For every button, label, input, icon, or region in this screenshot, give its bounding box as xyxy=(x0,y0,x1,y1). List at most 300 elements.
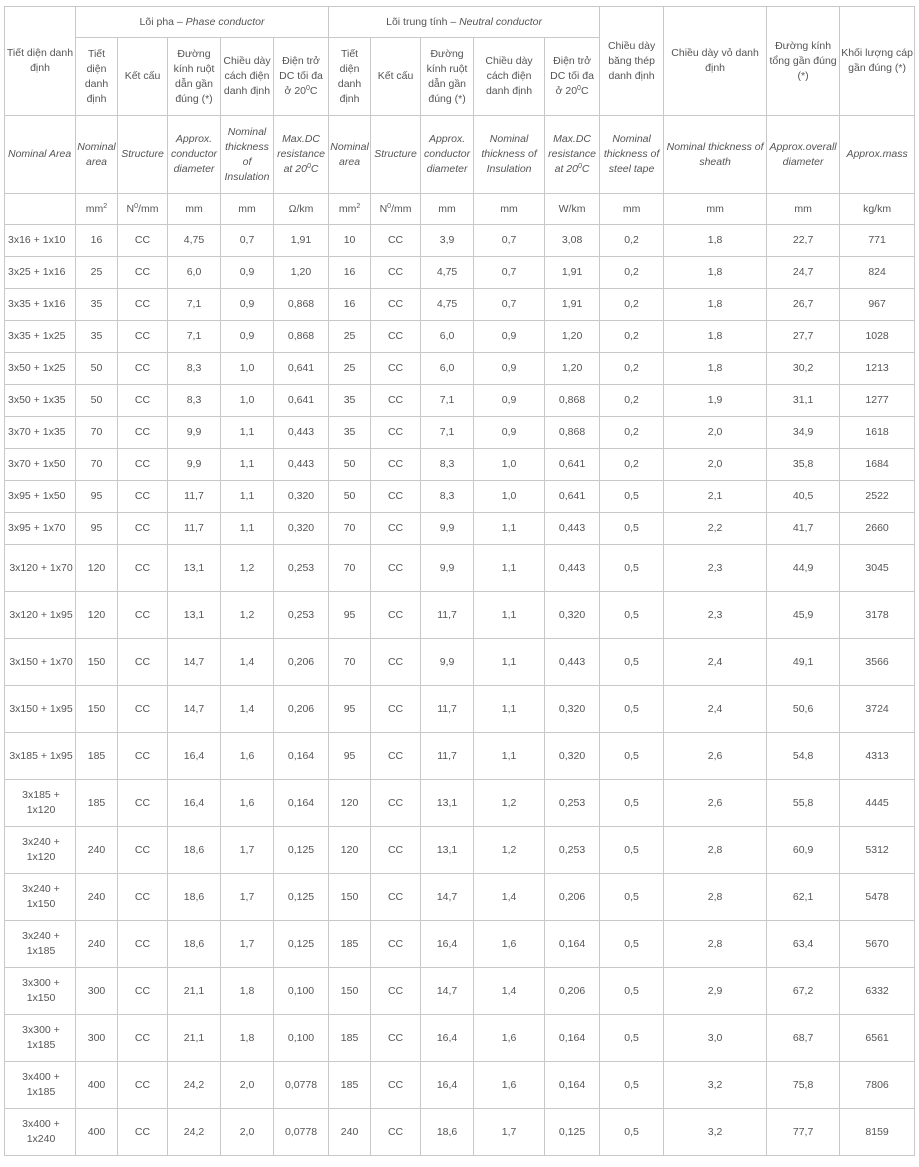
cell-phase-resistance: 0,206 xyxy=(274,639,329,686)
cell-sheath: 1,8 xyxy=(664,225,767,257)
cell-neutral-resistance: 0,443 xyxy=(545,639,600,686)
cell-neutral-diameter: 9,9 xyxy=(421,639,474,686)
cell-phase-diameter: 18,6 xyxy=(168,827,221,874)
cell-overall-diameter: 50,6 xyxy=(767,686,840,733)
cell-neutral-resistance: 1,91 xyxy=(545,257,600,289)
cell-phase-insulation: 1,0 xyxy=(221,353,274,385)
cell-phase-resistance: 0,206 xyxy=(274,686,329,733)
cell-neutral-area: 25 xyxy=(329,353,371,385)
cell-neutral-diameter: 4,75 xyxy=(421,289,474,321)
cell-steel-tape: 0,5 xyxy=(600,1062,664,1109)
cell-neutral-diameter: 6,0 xyxy=(421,353,474,385)
cell-phase-structure: CC xyxy=(118,385,168,417)
cell-phase-area: 120 xyxy=(76,592,118,639)
cell-neutral-insulation: 1,1 xyxy=(474,733,545,780)
cell-neutral-structure: CC xyxy=(371,733,421,780)
cell-neutral-area: 120 xyxy=(329,780,371,827)
cell-phase-structure: CC xyxy=(118,353,168,385)
cell-sheath: 1,8 xyxy=(664,321,767,353)
cell-steel-tape: 0,5 xyxy=(600,513,664,545)
header-mass-vn: Khối lượng cáp gần đúng (*) xyxy=(840,7,915,116)
cell-neutral-insulation: 0,9 xyxy=(474,353,545,385)
cell-phase-structure: CC xyxy=(118,968,168,1015)
cell-phase-resistance: 0,641 xyxy=(274,385,329,417)
cell-neutral-structure: CC xyxy=(371,827,421,874)
unit-neutral-area: $mm^2$ xyxy=(329,194,371,225)
cell-neutral-diameter: 13,1 xyxy=(421,827,474,874)
cell-neutral-resistance: 0,206 xyxy=(545,874,600,921)
cell-phase-resistance: 0,253 xyxy=(274,545,329,592)
cell-mass: 3566 xyxy=(840,639,915,686)
unit-neutral-insulation: mm xyxy=(474,194,545,225)
cell-phase-resistance: 0,320 xyxy=(274,481,329,513)
cell-neutral-diameter: 11,7 xyxy=(421,592,474,639)
cell-phase-resistance: 1,20 xyxy=(274,257,329,289)
cell-mass: 824 xyxy=(840,257,915,289)
cell-nominal-area: 3x70 + 1x35 xyxy=(5,417,76,449)
cell-phase-diameter: 7,1 xyxy=(168,289,221,321)
unit-phase-area: $mm^2$ xyxy=(76,194,118,225)
cell-neutral-diameter: 6,0 xyxy=(421,321,474,353)
cell-neutral-resistance: 0,868 xyxy=(545,385,600,417)
cell-phase-insulation: 1,1 xyxy=(221,417,274,449)
cell-phase-diameter: 8,3 xyxy=(168,353,221,385)
cell-phase-area: 25 xyxy=(76,257,118,289)
cell-neutral-area: 50 xyxy=(329,481,371,513)
cell-nominal-area: 3x185 + 1x95 xyxy=(5,733,76,780)
table-row xyxy=(5,639,915,686)
header-phase-structure-vn: Kết cấu xyxy=(118,38,168,116)
cell-phase-diameter: 6,0 xyxy=(168,257,221,289)
cell-mass: 4313 xyxy=(840,733,915,780)
cell-phase-structure: CC xyxy=(118,289,168,321)
cell-overall-diameter: 44,9 xyxy=(767,545,840,592)
cell-neutral-structure: CC xyxy=(371,353,421,385)
cell-mass: 1028 xyxy=(840,321,915,353)
cell-neutral-area: 35 xyxy=(329,385,371,417)
cell-neutral-insulation: 1,6 xyxy=(474,1062,545,1109)
header-mass-en: Approx.mass xyxy=(840,116,915,194)
cell-phase-structure: CC xyxy=(118,257,168,289)
cell-phase-insulation: 0,9 xyxy=(221,289,274,321)
cell-neutral-diameter: 7,1 xyxy=(421,385,474,417)
cell-neutral-insulation: 0,7 xyxy=(474,257,545,289)
cell-overall-diameter: 54,8 xyxy=(767,733,840,780)
cell-neutral-insulation: 1,0 xyxy=(474,449,545,481)
cell-phase-diameter: 14,7 xyxy=(168,686,221,733)
cell-phase-area: 150 xyxy=(76,686,118,733)
table-row xyxy=(5,513,915,545)
cell-mass: 1277 xyxy=(840,385,915,417)
cell-neutral-resistance: 0,641 xyxy=(545,481,600,513)
cell-phase-area: 240 xyxy=(76,921,118,968)
cell-neutral-resistance: 0,164 xyxy=(545,1015,600,1062)
cell-phase-resistance: 1,91 xyxy=(274,225,329,257)
cell-neutral-insulation: 0,7 xyxy=(474,225,545,257)
cell-overall-diameter: 40,5 xyxy=(767,481,840,513)
cell-neutral-resistance: 0,641 xyxy=(545,449,600,481)
cell-steel-tape: 0,5 xyxy=(600,1109,664,1156)
cell-phase-insulation: 1,4 xyxy=(221,686,274,733)
cell-neutral-diameter: 13,1 xyxy=(421,780,474,827)
cell-neutral-insulation: 1,6 xyxy=(474,921,545,968)
header-sheath-en: Nominal thickness of sheath xyxy=(664,116,767,194)
cell-mass: 2522 xyxy=(840,481,915,513)
cell-overall-diameter: 31,1 xyxy=(767,385,840,417)
cell-phase-area: 95 xyxy=(76,513,118,545)
cell-phase-diameter: 11,7 xyxy=(168,513,221,545)
cell-neutral-structure: CC xyxy=(371,321,421,353)
cell-steel-tape: 0,5 xyxy=(600,874,664,921)
header-neutral-area-vn: Tiết diện danh định xyxy=(329,38,371,116)
cell-neutral-structure: CC xyxy=(371,385,421,417)
cell-nominal-area: 3x95 + 1x50 xyxy=(5,481,76,513)
cell-neutral-diameter: 11,7 xyxy=(421,733,474,780)
cell-overall-diameter: 26,7 xyxy=(767,289,840,321)
table-row xyxy=(5,321,915,353)
cell-phase-structure: CC xyxy=(118,686,168,733)
cell-phase-structure: CC xyxy=(118,780,168,827)
cell-neutral-insulation: 1,2 xyxy=(474,827,545,874)
cell-mass: 7806 xyxy=(840,1062,915,1109)
cell-neutral-diameter: 14,7 xyxy=(421,968,474,1015)
cell-neutral-insulation: 1,1 xyxy=(474,592,545,639)
cell-mass: 8159 xyxy=(840,1109,915,1156)
cell-phase-diameter: 21,1 xyxy=(168,1015,221,1062)
cell-phase-area: 400 xyxy=(76,1109,118,1156)
cell-neutral-insulation: 1,4 xyxy=(474,874,545,921)
cell-phase-area: 95 xyxy=(76,481,118,513)
header-phase-resistance-en: Max.DC resistance at $20^0C$ xyxy=(274,116,329,194)
cell-phase-area: 300 xyxy=(76,1015,118,1062)
cell-steel-tape: 0,5 xyxy=(600,481,664,513)
cell-overall-diameter: 55,8 xyxy=(767,780,840,827)
cell-steel-tape: 0,5 xyxy=(600,780,664,827)
cell-sheath: 2,9 xyxy=(664,968,767,1015)
cell-neutral-resistance: 0,320 xyxy=(545,733,600,780)
header-phase-structure-en: Structure xyxy=(118,116,168,194)
cell-phase-diameter: 11,7 xyxy=(168,481,221,513)
cell-phase-insulation: 1,1 xyxy=(221,449,274,481)
cell-phase-resistance: 0,320 xyxy=(274,513,329,545)
table-row xyxy=(5,481,915,513)
header-steel-tape-vn: Chiều dày băng thép danh định xyxy=(600,7,664,116)
cell-neutral-diameter: 3,9 xyxy=(421,225,474,257)
cell-mass: 771 xyxy=(840,225,915,257)
cell-neutral-area: 70 xyxy=(329,639,371,686)
cell-phase-resistance: 0,125 xyxy=(274,921,329,968)
table-row xyxy=(5,780,915,827)
cell-phase-insulation: 1,8 xyxy=(221,968,274,1015)
header-neutral-structure-vn: Kết cấu xyxy=(371,38,421,116)
table-row xyxy=(5,968,915,1015)
cell-neutral-insulation: 1,2 xyxy=(474,780,545,827)
cell-nominal-area: 3x35 + 1x25 xyxy=(5,321,76,353)
cell-phase-diameter: 16,4 xyxy=(168,780,221,827)
cell-phase-diameter: 16,4 xyxy=(168,733,221,780)
cell-phase-area: 70 xyxy=(76,449,118,481)
cell-phase-structure: CC xyxy=(118,417,168,449)
cell-phase-insulation: 1,1 xyxy=(221,513,274,545)
cell-neutral-structure: CC xyxy=(371,1062,421,1109)
cell-mass: 6561 xyxy=(840,1015,915,1062)
cell-sheath: 2,0 xyxy=(664,417,767,449)
cell-neutral-diameter: 8,3 xyxy=(421,449,474,481)
cell-nominal-area: 3x50 + 1x35 xyxy=(5,385,76,417)
cell-steel-tape: 0,5 xyxy=(600,1015,664,1062)
header-neutral-diameter-en: Approx. conductor diameter xyxy=(421,116,474,194)
cell-phase-insulation: 1,2 xyxy=(221,545,274,592)
cell-sheath: 2,0 xyxy=(664,449,767,481)
cell-neutral-area: 10 xyxy=(329,225,371,257)
cell-phase-insulation: 1,2 xyxy=(221,592,274,639)
cell-nominal-area: 3x50 + 1x25 xyxy=(5,353,76,385)
table-row xyxy=(5,1015,915,1062)
table-row xyxy=(5,686,915,733)
cell-neutral-insulation: 0,7 xyxy=(474,289,545,321)
unit-sheath: mm xyxy=(664,194,767,225)
cell-nominal-area: 3x300 + 1x185 xyxy=(5,1015,76,1062)
cell-mass: 5670 xyxy=(840,921,915,968)
table-row xyxy=(5,257,915,289)
header-neutral-diameter-vn: Đường kính ruột dẫn gần đúng (*) xyxy=(421,38,474,116)
cell-steel-tape: 0,5 xyxy=(600,733,664,780)
cell-neutral-structure: CC xyxy=(371,545,421,592)
unit-neutral-structure: $N^0/mm$ xyxy=(371,194,421,225)
cell-phase-resistance: 0,125 xyxy=(274,827,329,874)
header-overall-diameter-vn: Đường kính tổng gần đúng (*) xyxy=(767,7,840,116)
cell-neutral-area: 35 xyxy=(329,417,371,449)
cell-neutral-resistance: 0,125 xyxy=(545,1109,600,1156)
cell-phase-resistance: 0,443 xyxy=(274,449,329,481)
cell-steel-tape: 0,2 xyxy=(600,353,664,385)
cell-phase-structure: CC xyxy=(118,513,168,545)
cell-neutral-diameter: 16,4 xyxy=(421,1062,474,1109)
cell-overall-diameter: 45,9 xyxy=(767,592,840,639)
cell-phase-area: 240 xyxy=(76,827,118,874)
cell-overall-diameter: 63,4 xyxy=(767,921,840,968)
cell-phase-insulation: 1,7 xyxy=(221,921,274,968)
cell-overall-diameter: 41,7 xyxy=(767,513,840,545)
header-nominal-area-en: Nominal Area xyxy=(5,116,76,194)
cell-phase-diameter: 18,6 xyxy=(168,874,221,921)
cell-sheath: 1,8 xyxy=(664,257,767,289)
cell-mass: 3045 xyxy=(840,545,915,592)
cell-neutral-area: 150 xyxy=(329,874,371,921)
cell-nominal-area: 3x150 + 1x70 xyxy=(5,639,76,686)
cell-nominal-area: 3x120 + 1x70 xyxy=(5,545,76,592)
cell-neutral-resistance: 3,08 xyxy=(545,225,600,257)
cell-neutral-insulation: 1,1 xyxy=(474,513,545,545)
header-phase-area-vn: Tiết diện danh định xyxy=(76,38,118,116)
cell-phase-resistance: 0,164 xyxy=(274,780,329,827)
cell-overall-diameter: 49,1 xyxy=(767,639,840,686)
cell-phase-resistance: 0,100 xyxy=(274,968,329,1015)
cell-sheath: 2,4 xyxy=(664,639,767,686)
cell-sheath: 3,2 xyxy=(664,1109,767,1156)
header-sheath-vn: Chiều dày vỏ danh định xyxy=(664,7,767,116)
cell-neutral-structure: CC xyxy=(371,1109,421,1156)
cell-neutral-diameter: 4,75 xyxy=(421,257,474,289)
cell-phase-resistance: 0,868 xyxy=(274,289,329,321)
cell-phase-area: 240 xyxy=(76,874,118,921)
cell-phase-structure: CC xyxy=(118,592,168,639)
cell-neutral-structure: CC xyxy=(371,968,421,1015)
cell-neutral-area: 70 xyxy=(329,513,371,545)
cell-phase-insulation: 1,8 xyxy=(221,1015,274,1062)
cell-neutral-resistance: 0,320 xyxy=(545,592,600,639)
table-row xyxy=(5,921,915,968)
cell-phase-insulation: 0,7 xyxy=(221,225,274,257)
header-nominal-area-vn: Tiết diện danh định xyxy=(5,7,76,116)
unit-overall-diameter: mm xyxy=(767,194,840,225)
cell-phase-area: 150 xyxy=(76,639,118,686)
cell-phase-resistance: 0,443 xyxy=(274,417,329,449)
cell-overall-diameter: 30,2 xyxy=(767,353,840,385)
table-row xyxy=(5,385,915,417)
cell-phase-insulation: 1,1 xyxy=(221,481,274,513)
cell-phase-area: 400 xyxy=(76,1062,118,1109)
header-phase-resistance-vn: Điện trở DC tối đa ở $20^0C$ xyxy=(274,38,329,116)
cell-neutral-diameter: 11,7 xyxy=(421,686,474,733)
cell-mass: 6332 xyxy=(840,968,915,1015)
cell-phase-resistance: 0,641 xyxy=(274,353,329,385)
cell-phase-insulation: 2,0 xyxy=(221,1062,274,1109)
cell-neutral-area: 70 xyxy=(329,545,371,592)
cell-phase-insulation: 1,6 xyxy=(221,733,274,780)
cell-mass: 3178 xyxy=(840,592,915,639)
header-row-groups xyxy=(5,7,915,38)
unit-mass: kg/km xyxy=(840,194,915,225)
cell-phase-resistance: 0,253 xyxy=(274,592,329,639)
header-neutral-insulation-vn: Chiều dày cách điện danh định xyxy=(474,38,545,116)
cell-sheath: 1,8 xyxy=(664,353,767,385)
cell-neutral-insulation: 1,1 xyxy=(474,686,545,733)
cell-neutral-area: 95 xyxy=(329,733,371,780)
cell-overall-diameter: 60,9 xyxy=(767,827,840,874)
cell-nominal-area: 3x400 + 1x185 xyxy=(5,1062,76,1109)
cell-phase-diameter: 9,9 xyxy=(168,449,221,481)
header-neutral-resistance-en: Max.DC resistance at $20^0C$ xyxy=(545,116,600,194)
cell-overall-diameter: 62,1 xyxy=(767,874,840,921)
cell-neutral-resistance: 1,20 xyxy=(545,321,600,353)
header-overall-diameter-en: Approx.overall diameter xyxy=(767,116,840,194)
cell-nominal-area: 3x70 + 1x50 xyxy=(5,449,76,481)
cell-neutral-area: 16 xyxy=(329,257,371,289)
header-row-en xyxy=(5,116,915,194)
table-row xyxy=(5,449,915,481)
cell-phase-resistance: 0,100 xyxy=(274,1015,329,1062)
cell-phase-diameter: 4,75 xyxy=(168,225,221,257)
cell-nominal-area: 3x16 + 1x10 xyxy=(5,225,76,257)
cell-neutral-insulation: 1,7 xyxy=(474,1109,545,1156)
cell-neutral-resistance: 1,20 xyxy=(545,353,600,385)
cell-phase-area: 35 xyxy=(76,289,118,321)
cell-steel-tape: 0,5 xyxy=(600,639,664,686)
cell-neutral-structure: CC xyxy=(371,449,421,481)
header-phase-insulation-en: Nominal thickness of Insulation xyxy=(221,116,274,194)
cell-neutral-structure: CC xyxy=(371,417,421,449)
cell-phase-structure: CC xyxy=(118,639,168,686)
cell-phase-diameter: 21,1 xyxy=(168,968,221,1015)
cell-neutral-structure: CC xyxy=(371,874,421,921)
cell-phase-structure: CC xyxy=(118,1109,168,1156)
cell-overall-diameter: 68,7 xyxy=(767,1015,840,1062)
cell-phase-insulation: 0,9 xyxy=(221,257,274,289)
cell-phase-insulation: 1,0 xyxy=(221,385,274,417)
header-row-units xyxy=(5,194,915,225)
cell-phase-diameter: 13,1 xyxy=(168,592,221,639)
cell-phase-structure: CC xyxy=(118,481,168,513)
cell-overall-diameter: 77,7 xyxy=(767,1109,840,1156)
header-steel-tape-en: Nominal thickness of steel tape xyxy=(600,116,664,194)
cell-overall-diameter: 22,7 xyxy=(767,225,840,257)
cell-neutral-structure: CC xyxy=(371,513,421,545)
cell-neutral-insulation: 0,9 xyxy=(474,385,545,417)
cell-neutral-resistance: 0,443 xyxy=(545,545,600,592)
cell-neutral-area: 185 xyxy=(329,1015,371,1062)
cell-neutral-diameter: 9,9 xyxy=(421,513,474,545)
cell-steel-tape: 0,2 xyxy=(600,225,664,257)
cell-sheath: 2,8 xyxy=(664,874,767,921)
cell-phase-insulation: 1,6 xyxy=(221,780,274,827)
cell-neutral-structure: CC xyxy=(371,1015,421,1062)
cell-sheath: 2,1 xyxy=(664,481,767,513)
cell-nominal-area: 3x240 + 1x185 xyxy=(5,921,76,968)
cell-overall-diameter: 67,2 xyxy=(767,968,840,1015)
cell-phase-diameter: 14,7 xyxy=(168,639,221,686)
table-row xyxy=(5,289,915,321)
cell-phase-structure: CC xyxy=(118,921,168,968)
cell-steel-tape: 0,2 xyxy=(600,257,664,289)
cell-sheath: 1,8 xyxy=(664,289,767,321)
cell-neutral-resistance: 0,868 xyxy=(545,417,600,449)
cell-phase-resistance: 0,125 xyxy=(274,874,329,921)
unit-steel-tape: mm xyxy=(600,194,664,225)
cell-neutral-structure: CC xyxy=(371,921,421,968)
cell-steel-tape: 0,5 xyxy=(600,545,664,592)
unit-phase-structure: $N^0/mm$ xyxy=(118,194,168,225)
header-neutral-group: Lõi trung tính – Neutral conductor xyxy=(329,7,600,38)
cell-neutral-diameter: 16,4 xyxy=(421,921,474,968)
cell-steel-tape: 0,5 xyxy=(600,827,664,874)
cell-neutral-area: 240 xyxy=(329,1109,371,1156)
cell-phase-area: 185 xyxy=(76,780,118,827)
cell-sheath: 2,4 xyxy=(664,686,767,733)
cell-mass: 1213 xyxy=(840,353,915,385)
cell-steel-tape: 0,2 xyxy=(600,449,664,481)
cell-phase-structure: CC xyxy=(118,321,168,353)
cell-phase-diameter: 8,3 xyxy=(168,385,221,417)
cell-steel-tape: 0,2 xyxy=(600,321,664,353)
cell-phase-area: 185 xyxy=(76,733,118,780)
cell-overall-diameter: 34,9 xyxy=(767,417,840,449)
cell-neutral-resistance: 0,253 xyxy=(545,780,600,827)
cell-neutral-diameter: 9,9 xyxy=(421,545,474,592)
header-neutral-area-en: Nominal area xyxy=(329,116,371,194)
cell-neutral-insulation: 1,1 xyxy=(474,639,545,686)
cell-sheath: 3,2 xyxy=(664,1062,767,1109)
cell-neutral-diameter: 7,1 xyxy=(421,417,474,449)
cell-neutral-diameter: 8,3 xyxy=(421,481,474,513)
cell-mass: 4445 xyxy=(840,780,915,827)
cell-neutral-area: 150 xyxy=(329,968,371,1015)
cell-steel-tape: 0,5 xyxy=(600,686,664,733)
cell-phase-structure: CC xyxy=(118,874,168,921)
header-phase-area-en: Nominal area xyxy=(76,116,118,194)
cell-neutral-resistance: 0,320 xyxy=(545,686,600,733)
unit-blank xyxy=(5,194,76,225)
